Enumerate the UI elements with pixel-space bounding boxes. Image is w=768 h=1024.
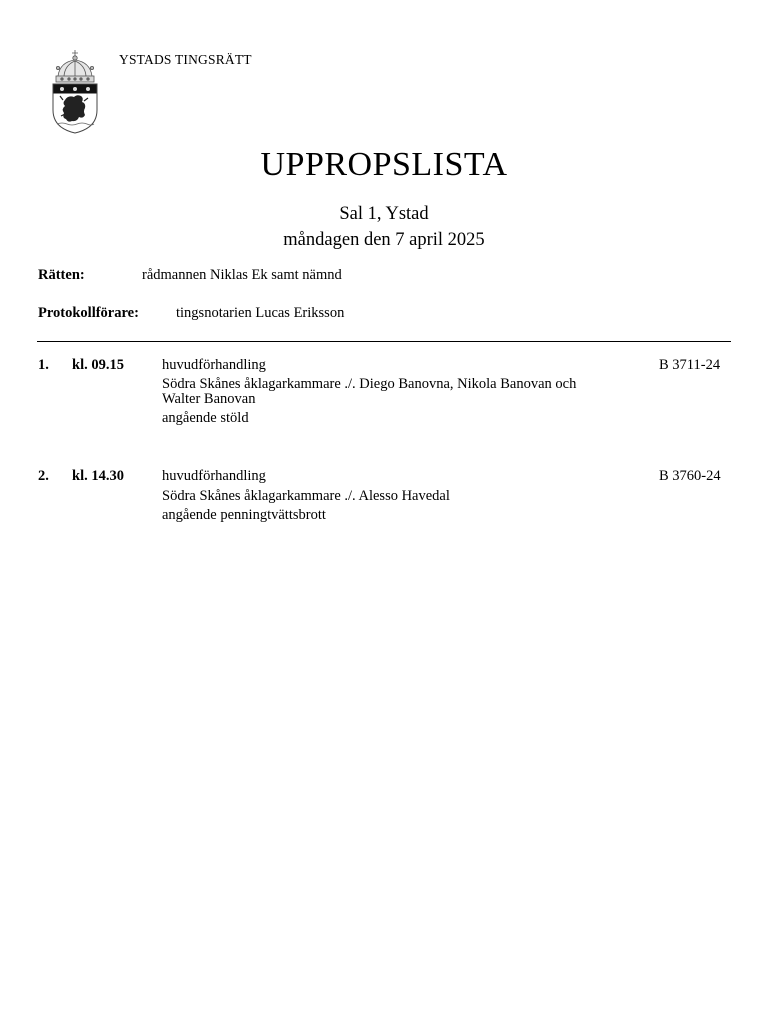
clerk-label: Protokollförare: bbox=[38, 305, 139, 321]
courtroom: Sal 1, Ystad bbox=[339, 204, 429, 224]
case-type: huvudförhandling bbox=[162, 468, 266, 484]
case-number-index: 1. bbox=[38, 357, 49, 373]
court-composition-label: Rätten: bbox=[38, 267, 85, 283]
case-type: huvudförhandling bbox=[162, 357, 266, 373]
case-parties-line2: Walter Banovan bbox=[162, 391, 256, 407]
coat-of-arms-icon bbox=[50, 48, 100, 134]
case-subject: angående penningtvättsbrott bbox=[162, 507, 326, 523]
divider bbox=[37, 341, 731, 342]
hearing-date: måndagen den 7 april 2025 bbox=[283, 230, 485, 250]
court-name: YSTADS TINGSRÄTT bbox=[119, 52, 252, 67]
document-title: UPPROPSLISTA bbox=[260, 146, 508, 183]
case-details bbox=[162, 357, 642, 427]
case-parties-line1: Södra Skånes åklagarkammare ./. Diego Banovna, Nikola Banovan och bbox=[162, 375, 577, 392]
clerk-value: tingsnotarien Lucas Eriksson bbox=[176, 305, 345, 321]
case-time: kl. 14.30 bbox=[72, 468, 124, 484]
case-parties-line1: Södra Skånes åklagarkammare ./. Alesso Havedal bbox=[162, 487, 450, 504]
case-reference: B 3711-24 bbox=[659, 357, 721, 373]
case-number-index: 2. bbox=[38, 468, 49, 484]
case-details bbox=[162, 468, 642, 525]
case-subject: angående stöld bbox=[162, 409, 249, 426]
court-composition-value: rådmannen Niklas Ek samt nämnd bbox=[142, 267, 342, 283]
case-reference: B 3760-24 bbox=[659, 468, 721, 484]
case-time: kl. 09.15 bbox=[72, 357, 124, 373]
